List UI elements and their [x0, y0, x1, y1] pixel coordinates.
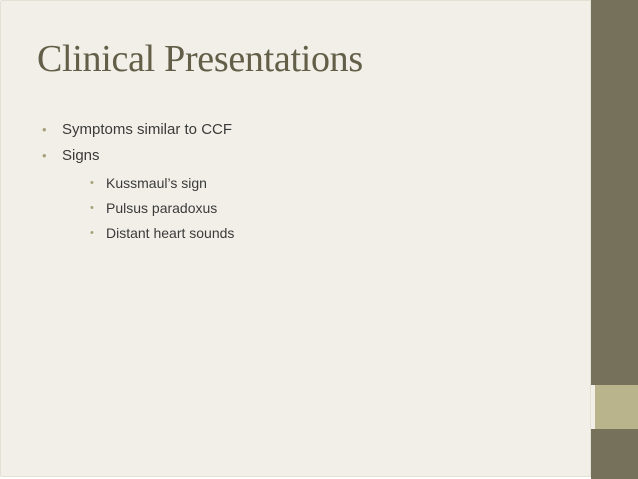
- sidebar-accent-bar-bottom: [591, 429, 638, 479]
- sidebar-accent-block: [595, 385, 638, 429]
- sub-bullet-text: Distant heart sounds: [106, 225, 235, 241]
- bullet-text: Symptoms similar to CCF: [62, 121, 233, 138]
- sub-bullet-dot-icon: •: [90, 177, 94, 189]
- bullet-item-signs: [42, 143, 234, 246]
- slide-title: Clinical Presentations: [37, 38, 363, 80]
- bullet-text: Signs: [62, 147, 100, 164]
- sub-bullet-text: Kussmaul’s sign: [106, 175, 207, 191]
- bullet-dot-icon: •: [42, 148, 47, 163]
- sub-bullet-item-kussmaul: [90, 171, 234, 196]
- bullet-item-symptoms: [42, 117, 234, 143]
- sidebar-accent-bar-top: [591, 0, 638, 385]
- sub-bullet-dot-icon: •: [90, 227, 94, 239]
- sub-bullet-dot-icon: •: [90, 202, 94, 214]
- sub-bullet-list: [62, 171, 234, 246]
- bullet-list: [42, 117, 234, 246]
- bullet-dot-icon: •: [42, 122, 47, 137]
- sub-bullet-item-pulsus: [90, 196, 234, 221]
- sub-bullet-item-heart-sounds: [90, 221, 234, 246]
- sub-bullet-text: Pulsus paradoxus: [106, 200, 218, 216]
